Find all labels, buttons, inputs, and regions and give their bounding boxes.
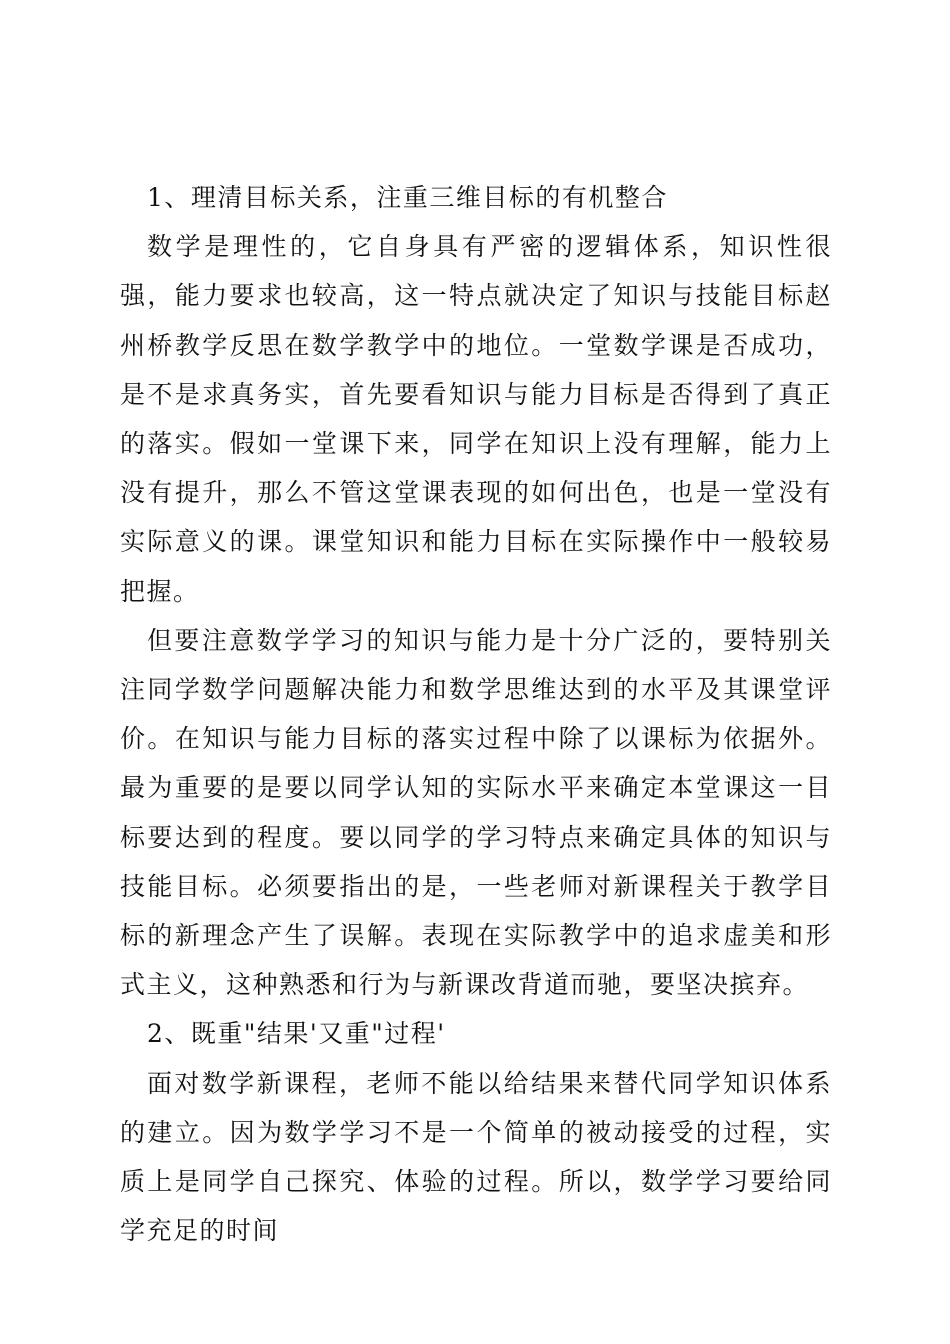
paragraph-3: 面对数学新课程，老师不能以给结果来替代同学知识体系的建立。因为数学学习不是一个简单的被动接受的过程，实质上是同学自己探究、体验的过程。所以，数学学习要给同学充足的时间	[120, 1068, 832, 1246]
section-heading-2: 2、既重"结果'又重"过程'	[147, 1019, 446, 1049]
paragraph-2: 但要注意数学学习的知识与能力是十分广泛的，要特别关注同学数学问题解决能力和数学思维达到的水平及其课堂评价。在知识与能力目标的落实过程中除了以课标为依据外。最为重要的是要以同学认知的实际水平来确定本堂课这一目标要达到的程度。要以同学的学习特点来确定具体的知识与技能目标。必须要指出的是，一些老师对新课程关于教学目标的新理念产生了误解。表现在实际教学中的追求虚美和形式主义，这种熟悉和行为与新课改背道而驰，要坚决摈弃。	[120, 625, 832, 1000]
section-heading-1: 1、理清目标关系，注重三维目标的有机整合	[147, 183, 668, 212]
document-page	[120, 173, 832, 1255]
paragraph-1: 数学是理性的，它自身具有严密的逻辑体系，知识性很强，能力要求也较高，这一特点就决定了知识与技能目标赵州桥教学反思在数学教学中的地位。一堂数学课是否成功，是不是求真务实，首先要看知识与能力目标是否得到了真正的落实。假如一堂课下来，同学在知识上没有理解，能力上没有提升，那么不管这堂课表现的如何出色，也是一堂没有实际意义的课。课堂知识和能力目标在实际操作中一般较易把握。	[120, 232, 832, 606]
